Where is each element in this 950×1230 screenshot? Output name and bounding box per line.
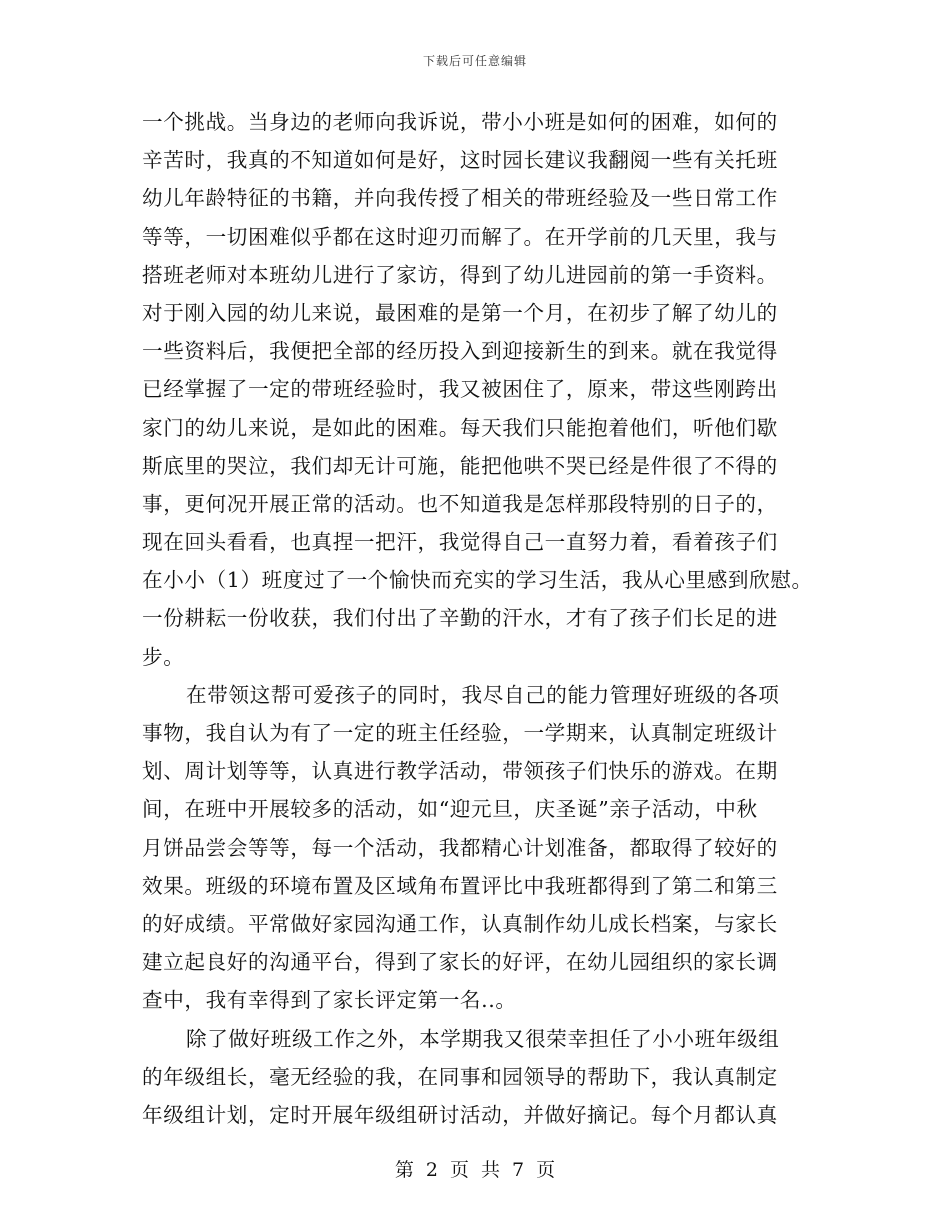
text-line: 斯底里的哭泣，我们却无计可施，能把他哄不哭已经是件很了不得的 <box>142 453 778 478</box>
text-line: 年级组计划，定时开展年级组研讨活动，并做好摘记。每个月都认真 <box>142 1102 778 1127</box>
paragraph-start-line: 在带领这帮可爱孩子的同时，我尽自己的能力管理好班级的各项 <box>186 682 780 707</box>
text-line: 间，在班中开展较多的活动，如“迎元旦，庆圣诞”亲子活动，中秋 <box>142 797 758 822</box>
text-line: 事，更何况开展正常的活动。也不知道我是怎样那段特别的日子的， <box>142 491 778 516</box>
page-number-footer: 第 2 页 共 7 页 <box>394 1159 556 1181</box>
page-header: 下载后可任意编辑 <box>422 54 527 68</box>
text-line: 查中，我有幸得到了家长评定第一名..。 <box>142 988 517 1013</box>
text-line: 已经掌握了一定的带班经验时，我又被困住了，原来，带这些刚跨出 <box>142 377 778 402</box>
text-line: 辛苦时，我真的不知道如何是好，这时园长建议我翻阅一些有关托班 <box>142 148 778 173</box>
paragraph-start-line: 除了做好班级工作之外，本学期我又很荣幸担任了小小班年级组 <box>186 1026 780 1051</box>
text-line: 在小小（1）班度过了一个愉快而充实的学习生活，我从心里感到欣慰。 <box>142 568 813 593</box>
text-line: 对于刚入园的幼儿来说，最困难的是第一个月，在初步了解了幼儿的 <box>142 300 778 325</box>
text-line: 一份耕耘一份收获，我们付出了辛勤的汗水，才有了孩子们长足的进 <box>142 606 778 631</box>
text-line: 家门的幼儿来说，是如此的困难。每天我们只能抱着他们，听他们歇 <box>142 415 778 440</box>
text-line: 等等，一切困难似乎都在这时迎刃而解了。在开学前的几天里，我与 <box>142 224 778 249</box>
text-line: 的年级组长，毫无经验的我，在同事和园领导的帮助下，我认真制定 <box>142 1064 778 1089</box>
text-line: 事物，我自认为有了一定的班主任经验，一学期来，认真制定班级计 <box>142 721 778 745</box>
text-line: 搭班老师对本班幼儿进行了家访，得到了幼儿进园前的第一手资料。 <box>142 262 778 287</box>
text-line: 一个挑战。当身边的老师向我诉说，带小小班是如何的困难，如何的 <box>142 110 778 134</box>
text-line: 一些资料后，我便把全部的经历投入到迎接新生的到来。就在我觉得 <box>142 339 778 364</box>
text-line: 的好成绩。平常做好家园沟通工作，认真制作幼儿成长档案，与家长 <box>142 911 778 936</box>
text-line: 效果。班级的环境布置及区域角布置评比中我班都得到了第二和第三 <box>142 873 778 898</box>
text-line: 划、周计划等等，认真进行教学活动，带领孩子们快乐的游戏。在期 <box>142 759 778 784</box>
document-body <box>142 103 812 1134</box>
text-line: 月饼品尝会等等，每一个活动，我都精心计划准备，都取得了较好的 <box>142 835 778 860</box>
text-line: 幼儿年龄特征的书籍，并向我传授了相关的带班经验及一些日常工作 <box>142 186 778 211</box>
text-line: 步。 <box>142 644 185 669</box>
text-line: 建立起良好的沟通平台，得到了家长的好评，在幼儿园组织的家长调 <box>142 950 778 975</box>
text-line: 现在回头看看，也真捏一把汗，我觉得自己一直努力着，看着孩子们 <box>142 530 778 555</box>
